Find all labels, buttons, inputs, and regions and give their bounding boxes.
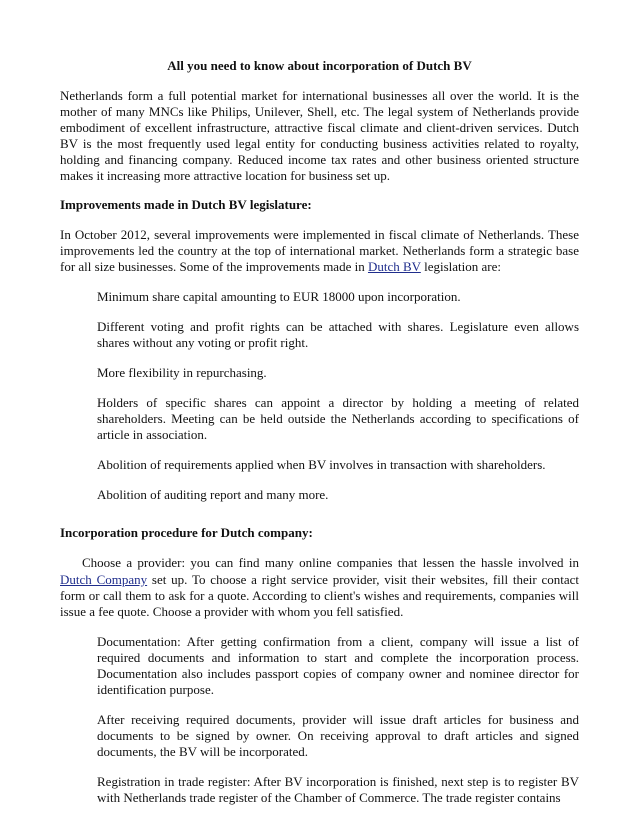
list-item (60, 487, 579, 503)
list-item-text: Holders of specific shares can appoint a director by holding a meeting of related shareholders. Meeting can be held outside the Netherlands according to specifications of article in association. (97, 395, 579, 442)
dutch-company-link[interactable]: Dutch Company (60, 572, 148, 587)
document-page (60, 58, 579, 820)
list-item (60, 634, 579, 698)
list-item (60, 319, 579, 351)
list-item-text: Different voting and profit rights can be attached with shares. Legislature even allows shares without any voting or profit right. (97, 319, 579, 350)
list-item (60, 457, 579, 473)
list-item-text: Minimum share capital amounting to EUR 18000 upon incorporation. (97, 289, 461, 304)
document-title: All you need to know about incorporation of Dutch BV (167, 58, 472, 73)
list-item (60, 365, 579, 381)
section-heading-improvements: Improvements made in Dutch BV legislature: (60, 197, 312, 212)
list-item (60, 774, 579, 806)
improvements-list (60, 289, 579, 503)
improvements-paragraph (60, 227, 579, 275)
list-item (60, 289, 579, 305)
list-item-text: Registration in trade register: After BV incorporation is finished, next step is to register BV with Netherlands trade register of the Chamber of Commerce. The trade register contains (97, 774, 579, 805)
procedure-list (60, 634, 579, 806)
list-item-text: More flexibility in repurchasing. (97, 365, 267, 380)
spacer (60, 620, 579, 634)
list-item (60, 395, 579, 443)
list-item (60, 712, 579, 760)
dutch-bv-link[interactable]: Dutch BV (367, 259, 421, 274)
list-item-text: Abolition of auditing report and many more. (97, 487, 329, 502)
list-item-text: Abolition of requirements applied when BV involves in transaction with shareholders. (97, 457, 546, 472)
procedure-first-text-start: Choose a provider: you can find many online companies that lessen the hassle involved in (82, 555, 579, 570)
improvements-text-end: legislation are: (420, 259, 501, 274)
section-heading-procedure: Incorporation procedure for Dutch company: (60, 525, 313, 540)
spacer (60, 275, 579, 289)
procedure-first-text-end: set up. To choose a right service provider, visit their websites, fill their contact form or call them to ask for a quote. According to client's wishes and requirements, companies will issue a fee quote. Choose a provider with whom you fell satisfied. (60, 572, 580, 619)
intro-paragraph: Netherlands form a full potential market for international businesses all over the world. It is the mother of many MNCs like Philips, Unilever, Shell, etc. The legal system of Netherlands provide embodiment of excellent infrastructure, attractive fiscal climate and client-driven services. Dutch BV is the most frequently used legal entity for conducting business activities related to royalty, holding and financing company. Reduced income tax rates and other business oriented structure makes it increasing more attractive location for business set up. (60, 88, 579, 183)
procedure-first-item (60, 555, 579, 620)
list-item-text: Documentation: After getting confirmation from a client, company will issue a list of required documents and information to start and complete the incorporation process. Documentation also includes passport copies of company owner and nominee director for identification purpose. (97, 634, 579, 697)
improvements-text-start: In October 2012, several improvements were implemented in fiscal climate of Netherlands. These improvements led the country at the top of international market. Netherlands form a strategic base for all size businesses. Some of the improvements made in (60, 227, 579, 274)
list-item-text: After receiving required documents, provider will issue draft articles for business and documents to be signed by owner. On receiving approval to draft articles and signed documents, the BV will be incorporated. (97, 712, 579, 759)
